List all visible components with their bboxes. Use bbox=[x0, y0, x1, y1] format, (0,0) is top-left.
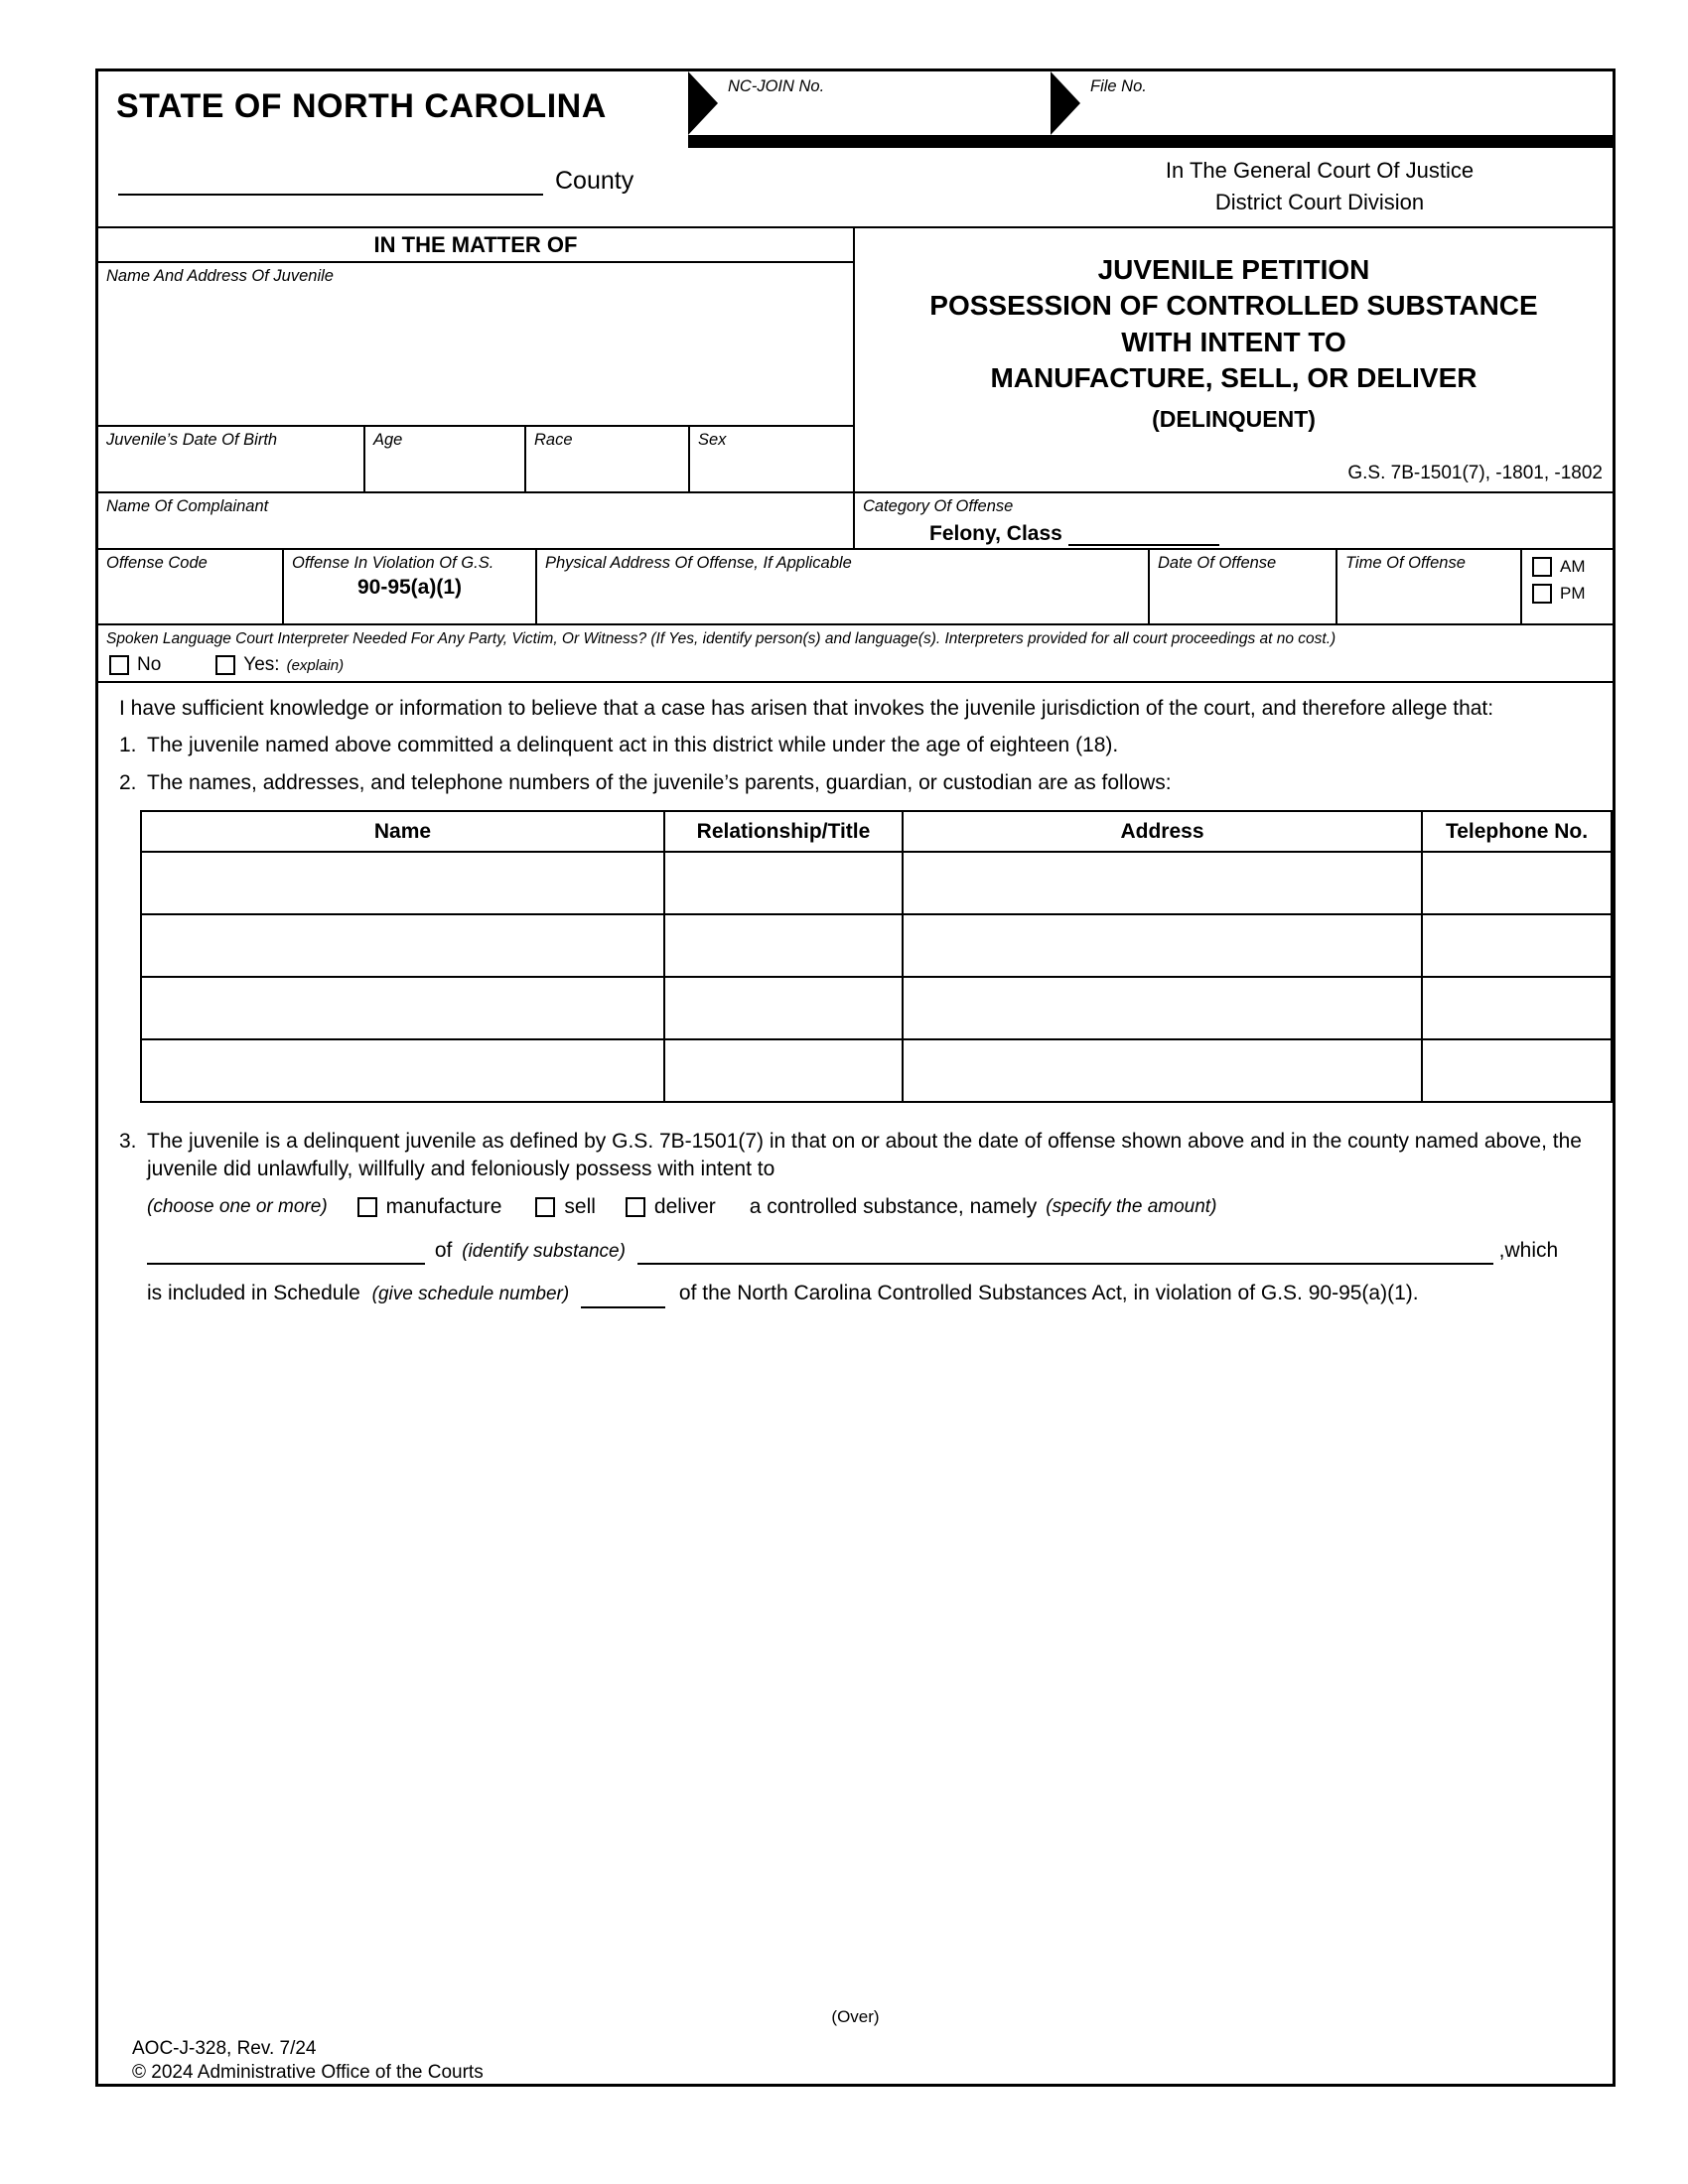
identify-substance-label: (identify substance) bbox=[462, 1241, 626, 1263]
complainant-field[interactable] bbox=[98, 493, 855, 550]
deliver-checkbox[interactable] bbox=[626, 1197, 645, 1217]
allegation-item-3: 3. The juvenile is a delinquent juvenile as defined by G.S. 7B-1501(7) in that on or about the date of offense shown above and in the county named above, the juvenile did unlawfully, willfully and feloniously possess with intent to (choose one or more) manufacture sell deliver a controlled substance, namely (specify the amount) of (identify substance) ,which is included in Schedule (give schedule number) of the North Carolina Controlled Substances Act, in violation of G.S. 90-95(a)(1). bbox=[119, 1128, 1613, 1308]
arrow-right-icon bbox=[688, 71, 718, 135]
pm-label: PM bbox=[1560, 584, 1586, 603]
guardian-relationship-cell[interactable] bbox=[664, 977, 903, 1039]
am-checkbox[interactable] bbox=[1532, 557, 1552, 577]
item3-schedule-line bbox=[147, 1280, 1592, 1307]
guardian-relationship-cell[interactable] bbox=[664, 1039, 903, 1102]
guardian-name-cell[interactable] bbox=[141, 977, 664, 1039]
interpreter-answers bbox=[98, 648, 1613, 676]
col-header-relationship: Relationship/Title bbox=[664, 811, 903, 852]
arrow-right-icon bbox=[1051, 71, 1080, 135]
allegations-section bbox=[98, 683, 1613, 2090]
amount-blank[interactable] bbox=[147, 1243, 425, 1265]
guardian-row bbox=[141, 977, 1612, 1039]
manufacture-label: manufacture bbox=[385, 1194, 502, 1218]
copyright-line: © 2024 Administrative Office of the Courts bbox=[132, 2062, 484, 2083]
guardian-name-cell[interactable] bbox=[141, 1039, 664, 1102]
interpreter-explain-label: (explain) bbox=[286, 656, 345, 674]
state-title: STATE OF NORTH CAROLINA bbox=[116, 87, 607, 125]
col-header-name: Name bbox=[141, 811, 664, 852]
guardians-table bbox=[140, 810, 1613, 1103]
age-field[interactable] bbox=[365, 427, 526, 493]
col-header-address: Address bbox=[903, 811, 1422, 852]
allegations-intro: I have sufficient knowledge or information to believe that a case has arisen that invokes the juvenile jurisdiction of the court, and therefore allege that: bbox=[119, 697, 1494, 720]
guardian-telephone-cell[interactable] bbox=[1422, 977, 1612, 1039]
in-the-matter-of-header: IN THE MATTER OF bbox=[98, 226, 855, 263]
petition-subtitle: (DELINQUENT) bbox=[1152, 405, 1316, 432]
schedule-text2: of the North Carolina Controlled Substances Act, in violation of G.S. 90-95(a)(1). bbox=[678, 1282, 1419, 1305]
guardian-row bbox=[141, 914, 1612, 977]
race-label: Race bbox=[534, 431, 573, 449]
court-division bbox=[1056, 155, 1583, 218]
category-of-offense-field[interactable] bbox=[855, 493, 1613, 550]
form-number: AOC-J-328, Rev. 7/24 bbox=[132, 2038, 317, 2059]
which-label: ,which bbox=[1498, 1239, 1559, 1263]
county-row bbox=[118, 167, 633, 196]
ncjoin-field[interactable] bbox=[688, 71, 1051, 135]
am-label: AM bbox=[1560, 557, 1586, 576]
guardian-name-cell[interactable] bbox=[141, 914, 664, 977]
header-fields bbox=[688, 71, 1613, 148]
schedule-text1: is included in Schedule bbox=[147, 1282, 360, 1305]
court-line1: In The General Court Of Justice bbox=[1165, 158, 1475, 183]
guardian-telephone-cell[interactable] bbox=[1422, 852, 1612, 914]
sell-checkbox[interactable] bbox=[535, 1197, 555, 1217]
statute-reference: G.S. 7B-1501(7), -1801, -1802 bbox=[1347, 463, 1603, 483]
category-value: Felony, Class bbox=[929, 522, 1613, 546]
item3-substance-line bbox=[147, 1237, 1592, 1265]
over-label: (Over) bbox=[831, 2007, 880, 2026]
dob-label: Juvenile’s Date Of Birth bbox=[106, 431, 278, 449]
guardian-address-cell[interactable] bbox=[903, 977, 1422, 1039]
guardians-table-header-row bbox=[141, 811, 1612, 852]
offense-code-field[interactable] bbox=[98, 550, 284, 625]
category-label: Category Of Offense bbox=[863, 497, 1014, 515]
allegation-item-2: 2. The names, addresses, and telephone numbers of the juvenile’s parents, guardian, or custodian are as follows: bbox=[119, 770, 1172, 794]
sell-label: sell bbox=[564, 1194, 596, 1218]
guardian-address-cell[interactable] bbox=[903, 1039, 1422, 1102]
interpreter-no-checkbox[interactable] bbox=[109, 655, 129, 675]
ampm-field bbox=[1522, 550, 1613, 625]
pm-checkbox[interactable] bbox=[1532, 584, 1552, 604]
guardian-row bbox=[141, 1039, 1612, 1102]
guardian-relationship-cell[interactable] bbox=[664, 852, 903, 914]
offense-violation-value: 90-95(a)(1) bbox=[356, 575, 463, 599]
of-label: of bbox=[434, 1239, 453, 1263]
offense-address-label: Physical Address Of Offense, If Applicable bbox=[545, 554, 852, 572]
court-line2: District Court Division bbox=[1214, 189, 1425, 214]
substance-blank[interactable] bbox=[637, 1243, 1493, 1265]
juvenile-name-address-label: Name And Address Of Juvenile bbox=[106, 267, 334, 285]
file-no-label: File No. bbox=[1090, 77, 1147, 95]
sex-label: Sex bbox=[698, 431, 727, 449]
interpreter-yes-label: Yes: bbox=[243, 654, 280, 675]
sex-field[interactable] bbox=[690, 427, 855, 493]
manufacture-checkbox[interactable] bbox=[357, 1197, 377, 1217]
age-label: Age bbox=[373, 431, 403, 449]
guardian-telephone-cell[interactable] bbox=[1422, 914, 1612, 977]
felony-class-blank[interactable] bbox=[1068, 526, 1219, 546]
offense-address-field[interactable] bbox=[537, 550, 1150, 625]
file-no-field[interactable] bbox=[1051, 71, 1613, 135]
offense-violation-field[interactable] bbox=[284, 550, 537, 625]
interpreter-question: Spoken Language Court Interpreter Needed For Any Party, Victim, Or Witness? (If Yes, identify person(s) and language(s). Interpreters provided for all court proceedings at no cost.) bbox=[106, 630, 1336, 647]
petition-title: JUVENILE PETITION POSSESSION OF CONTROLLED SUBSTANCE WITH INTENT TO MANUFACTURE, SELL, OR DELIVER bbox=[929, 254, 1538, 394]
interpreter-no-label: No bbox=[137, 654, 162, 675]
offense-date-label: Date Of Offense bbox=[1158, 554, 1277, 572]
offense-time-field[interactable] bbox=[1337, 550, 1522, 625]
petition-title-block bbox=[855, 226, 1613, 493]
guardian-name-cell[interactable] bbox=[141, 852, 664, 914]
county-label: County bbox=[555, 167, 634, 195]
interpreter-yes-checkbox[interactable] bbox=[215, 655, 235, 675]
offense-date-field[interactable] bbox=[1150, 550, 1337, 625]
schedule-note: (give schedule number) bbox=[371, 1284, 570, 1305]
dob-field[interactable] bbox=[98, 427, 365, 493]
complainant-label: Name Of Complainant bbox=[106, 497, 269, 515]
guardian-address-cell[interactable] bbox=[903, 914, 1422, 977]
county-blank[interactable] bbox=[118, 168, 543, 196]
juvenile-name-address-field[interactable] bbox=[98, 263, 855, 427]
interpreter-section bbox=[98, 625, 1613, 683]
item3-choose-line bbox=[147, 1193, 1592, 1221]
guardian-row bbox=[141, 852, 1612, 914]
item3-text: The juvenile is a delinquent juvenile as defined by G.S. 7B-1501(7) in that on or about the date of offense shown above and in the county named above, the juvenile did unlawfully, willfully and feloniously possess with intent to bbox=[147, 1130, 1582, 1181]
guardian-address-cell[interactable] bbox=[903, 852, 1422, 914]
offense-violation-label: Offense In Violation Of G.S. bbox=[292, 554, 494, 572]
allegation-item-1: 1. The juvenile named above committed a delinquent act in this district while under the age of eighteen (18). bbox=[119, 734, 1119, 757]
controlled-substance-text: a controlled substance, namely bbox=[749, 1194, 1038, 1218]
form-border bbox=[95, 68, 1616, 2087]
ncjoin-label: NC-JOIN No. bbox=[728, 77, 825, 95]
deliver-label: deliver bbox=[653, 1194, 716, 1218]
race-field[interactable] bbox=[526, 427, 690, 493]
allegation-item-3-content bbox=[147, 1128, 1592, 1308]
offense-time-label: Time Of Offense bbox=[1345, 554, 1466, 572]
guardian-telephone-cell[interactable] bbox=[1422, 1039, 1612, 1102]
col-header-telephone: Telephone No. bbox=[1422, 811, 1612, 852]
guardian-relationship-cell[interactable] bbox=[664, 914, 903, 977]
choose-label: (choose one or more) bbox=[147, 1196, 328, 1218]
specify-amount-label: (specify the amount) bbox=[1046, 1196, 1217, 1218]
offense-code-label: Offense Code bbox=[106, 554, 208, 572]
schedule-blank[interactable] bbox=[581, 1287, 665, 1308]
